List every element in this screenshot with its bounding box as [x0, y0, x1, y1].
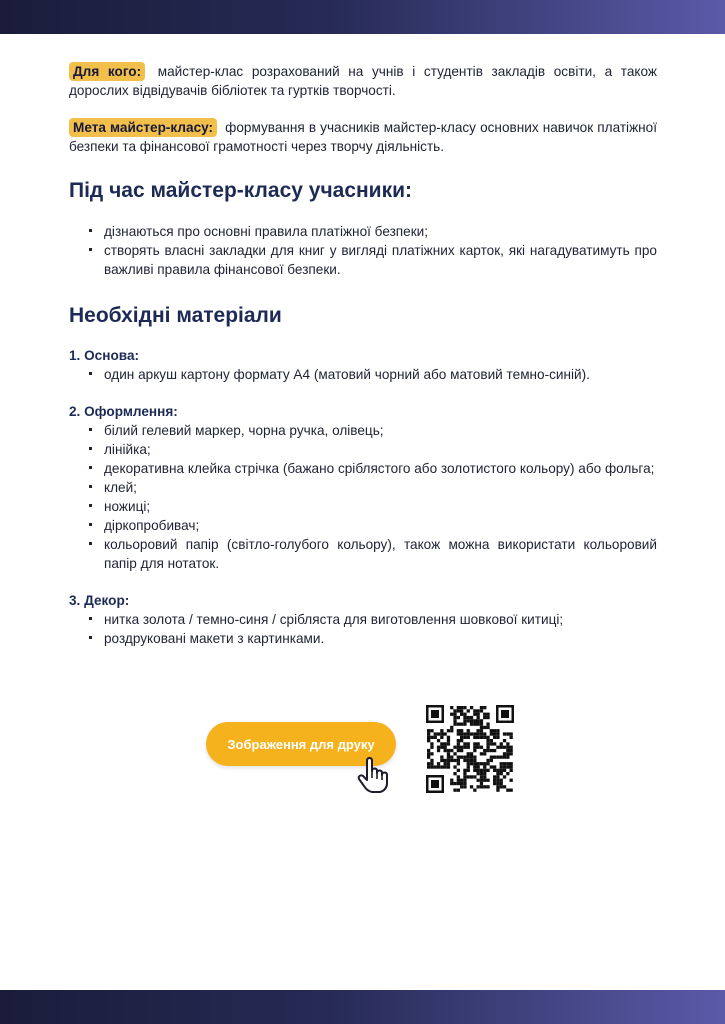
list-item: один аркуш картону формату А4 (матовий чорний або матовий темно-синій).: [69, 365, 657, 384]
audience-text: майстер-клас розрахований на учнів і студентів закладів освіти, а також дорослих відвідувачів бібліотек та гуртків творчості.: [69, 64, 657, 98]
decor-list: [69, 610, 657, 648]
group-title-base: 1. Основа:: [69, 348, 140, 363]
during-list: [69, 222, 657, 279]
list-item: кольоровий папір (світло-голубого кольору), також можна використати кольоровий папір для нотаток.: [69, 535, 657, 573]
list-item: дізнаються про основні правила платіжної безпеки;: [69, 222, 657, 241]
base-list: [69, 365, 657, 384]
audience-paragraph: [69, 62, 657, 100]
list-item: ножиці;: [69, 497, 657, 516]
list-item: білий гелевий маркер, чорна ручка, олівець;: [69, 421, 657, 440]
list-item: роздруковані макети з картинками.: [69, 629, 657, 648]
list-item: клей;: [69, 478, 657, 497]
design-list: [69, 421, 657, 573]
list-item: створять власні закладки для книг у вигляді платіжних карток, які нагадуватимуть про важливі правила фінансової безпеки.: [69, 241, 657, 279]
group-title-design: 2. Оформлення:: [69, 404, 178, 419]
list-item: декоративна клейка стрічка (бажано сріблястого або золотистого кольору) або фольга;: [69, 459, 657, 478]
bottom-banner: [0, 990, 725, 1024]
goal-paragraph: [69, 118, 657, 156]
during-heading: Під час майстер-класу учасники:: [69, 179, 413, 202]
page-content: [69, 62, 657, 648]
list-item: нитка золота / темно-синя / срібляста для виготовлення шовкової китиці;: [69, 610, 657, 629]
qr-code[interactable]: [424, 703, 516, 795]
print-images-button-label: Зображення для друку: [227, 736, 375, 752]
materials-heading: Необхідні матеріали: [69, 304, 282, 327]
top-banner: [0, 0, 725, 34]
pointing-hand-icon: [356, 756, 390, 794]
audience-label: Для кого:: [69, 62, 145, 81]
group-title-decor: 3. Декор:: [69, 593, 130, 608]
list-item: лінійка;: [69, 440, 657, 459]
goal-text: формування в учасників майстер-класу основних навичок платіжної безпеки та фінансової грамотності через творчу діяльність.: [69, 120, 658, 154]
goal-label: Мета майстер-класу:: [69, 118, 217, 137]
list-item: діркопробивач;: [69, 516, 657, 535]
